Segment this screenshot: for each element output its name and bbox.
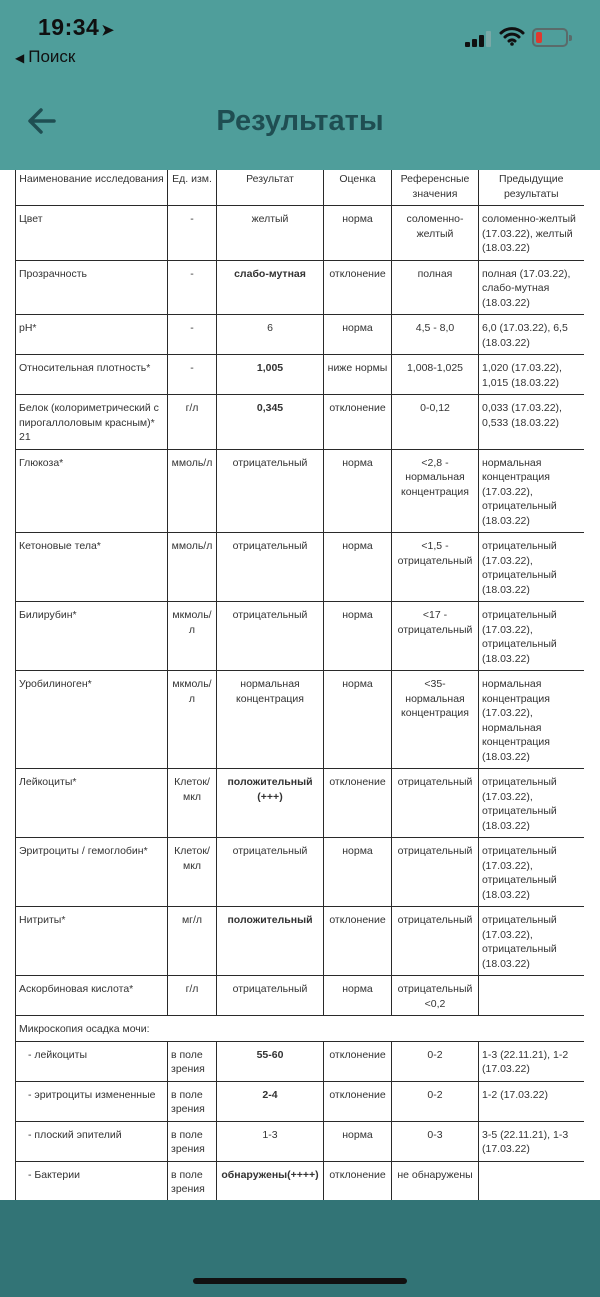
cell-previous: отрицательный (17.03.22), отрицательный (18.03.22): [479, 838, 584, 907]
cell-result: отрицательный: [217, 838, 324, 907]
back-triangle-icon: ◀: [15, 51, 25, 65]
wifi-icon: [499, 26, 525, 46]
cell-test-name: Лейкоциты*: [16, 769, 168, 838]
cell-unit: ммоль/л: [168, 449, 217, 533]
cell-result: обнаружены(++++): [217, 1161, 324, 1200]
cell-result: 1,005: [217, 355, 324, 395]
cell-assessment: отклонение: [324, 1041, 392, 1081]
header-assessment: Оценка: [324, 170, 392, 206]
cell-reference: отрицательный <0,2: [392, 976, 479, 1016]
table-row: [16, 1121, 584, 1161]
table-row: [16, 206, 584, 261]
cell-result: 0,345: [217, 395, 324, 450]
cell-test-name: Относительная плотность*: [16, 355, 168, 395]
table-row: [16, 260, 584, 315]
cell-assessment: норма: [324, 206, 392, 261]
cell-previous: 1-3 (22.11.21), 1-2 (17.03.22): [479, 1041, 584, 1081]
header-name: Наименование исследования: [16, 170, 168, 206]
cell-assessment: отклонение: [324, 907, 392, 976]
cell-previous: отрицательный (17.03.22), отрицательный (18.03.22): [479, 533, 584, 602]
cell-unit: в поле зрения: [168, 1161, 217, 1200]
cell-unit: Клеток/мкл: [168, 838, 217, 907]
cell-result: слабо-мутная: [217, 260, 324, 315]
cell-reference: <2,8 - нормальная концентрация: [392, 449, 479, 533]
cell-reference: <1,5 - отрицательный: [392, 533, 479, 602]
cellular-signal-icon: [465, 31, 491, 47]
header-result: Результат: [217, 170, 324, 206]
cell-reference: 1,008-1,025: [392, 355, 479, 395]
cell-result: отрицательный: [217, 976, 324, 1016]
table-row: [16, 533, 584, 602]
cell-result: 1-3: [217, 1121, 324, 1161]
cell-previous: нормальная концентрация (17.03.22), отрицательный (18.03.22): [479, 449, 584, 533]
cell-previous: отрицательный (17.03.22), отрицательный (18.03.22): [479, 602, 584, 671]
back-to-app-link[interactable]: [15, 47, 75, 67]
cell-result: отрицательный: [217, 602, 324, 671]
table-row: [16, 1161, 584, 1200]
cell-unit: мкмоль/л: [168, 671, 217, 769]
cell-assessment: норма: [324, 976, 392, 1016]
cell-previous: соломенно-желтый (17.03.22), желтый (18.03.22): [479, 206, 584, 261]
page-title: Результаты: [216, 105, 384, 137]
cell-unit: мг/л: [168, 907, 217, 976]
cell-reference: 0-2: [392, 1081, 479, 1121]
cell-reference: <35- нормальная концентрация: [392, 671, 479, 769]
cell-assessment: норма: [324, 315, 392, 355]
cell-reference: 0-2: [392, 1041, 479, 1081]
cell-test-name: Цвет: [16, 206, 168, 261]
cell-assessment: отклонение: [324, 1161, 392, 1200]
cell-assessment: норма: [324, 602, 392, 671]
header-previous: Предыдущие результаты: [479, 170, 584, 206]
section-row: [16, 1016, 584, 1042]
table-row: [16, 315, 584, 355]
cell-previous: 0,033 (17.03.22), 0,533 (18.03.22): [479, 395, 584, 450]
cell-reference: <17 - отрицательный: [392, 602, 479, 671]
cell-previous: 1,020 (17.03.22), 1,015 (18.03.22): [479, 355, 584, 395]
cell-previous: отрицательный (17.03.22), отрицательный (18.03.22): [479, 769, 584, 838]
location-arrow-icon: ➤: [101, 22, 115, 39]
cell-unit: Клеток/мкл: [168, 769, 217, 838]
header-unit: Ед. изм.: [168, 170, 217, 206]
cell-reference: полная: [392, 260, 479, 315]
cell-unit: г/л: [168, 976, 217, 1016]
cell-reference: 0-3: [392, 1121, 479, 1161]
table-row: [16, 671, 584, 769]
cell-unit: мкмоль/л: [168, 602, 217, 671]
cell-result: нормальная концентрация: [217, 671, 324, 769]
cell-test-name: - Бактерии: [16, 1161, 168, 1200]
results-content[interactable]: [0, 170, 600, 1200]
cell-result: 55-60: [217, 1041, 324, 1081]
cell-reference: соломенно-желтый: [392, 206, 479, 261]
cell-unit: -: [168, 206, 217, 261]
cell-previous: [479, 1161, 584, 1200]
cell-test-name: Аскорбиновая кислота*: [16, 976, 168, 1016]
cell-unit: -: [168, 315, 217, 355]
cell-assessment: отклонение: [324, 1081, 392, 1121]
cell-result: желтый: [217, 206, 324, 261]
battery-icon: [532, 28, 568, 47]
table-row: [16, 1041, 584, 1081]
table-row: [16, 1081, 584, 1121]
cell-reference: не обнаружены: [392, 1161, 479, 1200]
table-row: [16, 976, 584, 1016]
cell-test-name: pH*: [16, 315, 168, 355]
header-reference: Референсные значения: [392, 170, 479, 206]
table-row: [16, 907, 584, 976]
cell-test-name: Кетоновые тела*: [16, 533, 168, 602]
home-indicator[interactable]: [193, 1278, 407, 1284]
cell-test-name: Эритроциты / гемоглобин*: [16, 838, 168, 907]
cell-test-name: Белок (колориметрический с пирогаллоловым красным)* 21: [16, 395, 168, 450]
cell-assessment: отклонение: [324, 769, 392, 838]
cell-test-name: Прозрачность: [16, 260, 168, 315]
cell-unit: в поле зрения: [168, 1121, 217, 1161]
cell-previous: отрицательный (17.03.22), отрицательный (18.03.22): [479, 907, 584, 976]
cell-result: отрицательный: [217, 533, 324, 602]
cell-unit: -: [168, 355, 217, 395]
table-row: [16, 769, 584, 838]
table-row: [16, 395, 584, 450]
cell-previous: полная (17.03.22), слабо-мутная (18.03.22): [479, 260, 584, 315]
cell-reference: отрицательный: [392, 838, 479, 907]
cell-test-name: - лейкоциты: [16, 1041, 168, 1081]
cell-assessment: отклонение: [324, 395, 392, 450]
cell-assessment: отклонение: [324, 260, 392, 315]
cell-assessment: норма: [324, 838, 392, 907]
cell-previous: 3-5 (22.11.21), 1-3 (17.03.22): [479, 1121, 584, 1161]
cell-result: положительный: [217, 907, 324, 976]
section-title: Микроскопия осадка мочи:: [16, 1016, 584, 1042]
cell-test-name: Нитриты*: [16, 907, 168, 976]
cell-result: 2-4: [217, 1081, 324, 1121]
cell-unit: в поле зрения: [168, 1081, 217, 1121]
cell-test-name: Уробилиноген*: [16, 671, 168, 769]
cell-reference: отрицательный: [392, 907, 479, 976]
table-header-row: [16, 170, 584, 206]
cell-assessment: норма: [324, 1121, 392, 1161]
cell-result: отрицательный: [217, 449, 324, 533]
cell-test-name: Билирубин*: [16, 602, 168, 671]
table-row: [16, 355, 584, 395]
cell-reference: 0-0,12: [392, 395, 479, 450]
cell-result: 6: [217, 315, 324, 355]
table-row: [16, 602, 584, 671]
cell-reference: отрицательный: [392, 769, 479, 838]
table-row: [16, 449, 584, 533]
bottom-area: [0, 1200, 600, 1297]
nav-bar: [0, 70, 600, 170]
cell-assessment: норма: [324, 671, 392, 769]
cell-previous: нормальная концентрация (17.03.22), нормальная концентрация (18.03.22): [479, 671, 584, 769]
cell-test-name: Глюкоза*: [16, 449, 168, 533]
cell-test-name: - эритроциты измененные: [16, 1081, 168, 1121]
cell-previous: 6,0 (17.03.22), 6,5 (18.03.22): [479, 315, 584, 355]
cell-previous: [479, 976, 584, 1016]
cell-previous: 1-2 (17.03.22): [479, 1081, 584, 1121]
cell-reference: 4,5 - 8,0: [392, 315, 479, 355]
cell-assessment: норма: [324, 533, 392, 602]
cell-unit: г/л: [168, 395, 217, 450]
status-time: 19:34 ➤: [38, 14, 115, 40]
cell-unit: -: [168, 260, 217, 315]
table-row: [16, 838, 584, 907]
status-bar: [0, 0, 600, 70]
cell-unit: в поле зрения: [168, 1041, 217, 1081]
back-app-label: Поиск: [28, 47, 76, 66]
cell-assessment: норма: [324, 449, 392, 533]
cell-test-name: - плоский эпителий: [16, 1121, 168, 1161]
cell-assessment: ниже нормы: [324, 355, 392, 395]
cell-result: положительный (+++): [217, 769, 324, 838]
results-table: [15, 170, 584, 1200]
cell-unit: ммоль/л: [168, 533, 217, 602]
